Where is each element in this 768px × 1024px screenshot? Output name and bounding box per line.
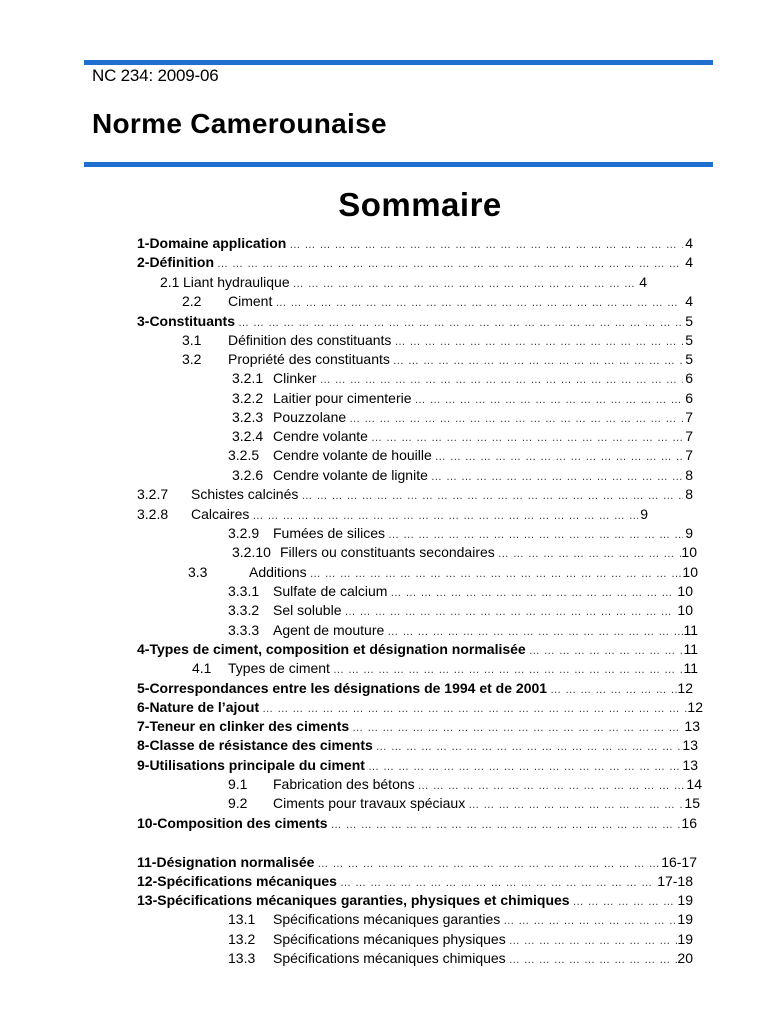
toc-entry-page: 10	[681, 544, 697, 560]
toc-entry-number: 3.1	[182, 332, 202, 348]
toc-entry	[188, 562, 698, 582]
toc-entry	[228, 523, 693, 543]
toc-entry-label: 13-Spécifications mécaniques garanties, physiques et chimiques	[137, 892, 570, 908]
toc-entry-label: Sel soluble	[273, 602, 342, 618]
toc-entry-page: 6	[685, 370, 693, 386]
toc-leader-dots	[495, 544, 682, 562]
toc-entry-page: 9	[685, 525, 693, 541]
toc-entry-label: 10-Composition des ciments	[137, 815, 328, 831]
toc-entry-label: Laitier pour cimenterie	[273, 390, 412, 406]
toc-entry-label: 1-Domaine application	[137, 235, 287, 251]
toc-entry-number: 3.2.10	[232, 544, 271, 560]
toc-leader-dots	[391, 332, 683, 350]
toc-entry-label: Fumées de silices	[273, 525, 386, 541]
toc-entry-number: 3.2.3	[232, 409, 264, 425]
toc-entry-page: 19	[677, 931, 693, 947]
toc-entry-label: Fabrication des bétons	[273, 776, 415, 792]
toc-entry-label: Spécifications mécaniques physiques	[273, 931, 506, 947]
toc-entry-label: Ciments pour travaux spéciaux	[273, 795, 466, 811]
toc-entry-page: 20	[677, 950, 693, 966]
toc-entry-label: 4-Types de ciment, composition et désignation normalisée	[137, 641, 526, 657]
toc-leader-dots	[412, 390, 683, 408]
toc-entry-number: 2.2	[182, 293, 202, 309]
toc-leader-dots	[547, 680, 677, 698]
toc-entry-number: 3.2.2	[232, 390, 264, 406]
toc-entry	[182, 349, 693, 369]
toc-entry-number: 3.3.3	[228, 622, 260, 638]
toc-leader-dots	[249, 506, 638, 524]
toc-entry	[137, 252, 693, 272]
toc-entry-page: 7	[685, 409, 693, 425]
toc-entry	[137, 504, 648, 524]
toc-entry	[137, 678, 693, 698]
toc-entry-page: 11	[683, 641, 698, 657]
document-title: Norme Camerounaise	[92, 108, 387, 139]
toc-entry-page: 4	[639, 274, 647, 290]
toc-entry	[228, 774, 702, 794]
toc-leader-dots	[307, 564, 683, 582]
toc-entry	[192, 658, 698, 678]
toc-entry-number: 3.2.9	[228, 525, 260, 541]
toc-entry	[232, 542, 697, 562]
toc-entry	[137, 755, 698, 775]
toc-entry	[137, 735, 698, 755]
toc-leader-dots	[317, 370, 683, 388]
toc-entry-number: 13.2	[228, 931, 256, 947]
toc-entry-label: Spécifications mécaniques garanties	[273, 911, 501, 927]
toc-entry-label: 6-Nature de l’ajout	[137, 699, 260, 715]
toc-entry	[137, 697, 703, 717]
toc-entry	[232, 426, 693, 446]
toc-entry-page: 8	[685, 467, 693, 483]
toc-entry	[182, 291, 693, 311]
toc-leader-dots	[214, 254, 683, 272]
toc-entry	[228, 581, 693, 601]
toc-entry-label: Cendre volante de houille	[273, 447, 432, 463]
toc-entry-label: Pouzzolane	[273, 409, 347, 425]
toc-entry	[228, 620, 698, 640]
toc-entry	[137, 484, 693, 504]
toc-entry-label: 12-Spécifications mécaniques	[137, 873, 337, 889]
toc-leader-dots	[365, 757, 682, 775]
toc-heading: Sommaire	[338, 186, 502, 223]
toc-leader-dots	[390, 351, 683, 369]
toc-entry-label: 9-Utilisations principale du ciment	[137, 757, 365, 773]
toc-entry	[160, 272, 647, 292]
toc-leader-dots	[272, 293, 683, 311]
toc-leader-dots	[298, 486, 683, 504]
toc-entry-number: 3.2.8	[137, 506, 169, 522]
toc-entry-label: Propriété des constituants	[228, 351, 390, 367]
toc-leader-dots	[570, 892, 678, 910]
toc-entry-number: 13.1	[228, 911, 256, 927]
toc-entry-page: 5	[685, 332, 693, 348]
toc-entry-page: 4	[685, 293, 693, 309]
toc-entry-page: 9	[640, 506, 648, 522]
toc-leader-dots	[500, 911, 677, 929]
toc-entry	[232, 368, 693, 388]
toc-entry-number: 3.3.1	[228, 583, 260, 599]
toc-leader-dots	[259, 699, 687, 717]
toc-entry-number: 3.2.6	[232, 467, 264, 483]
toc-entry	[137, 890, 693, 910]
toc-leader-dots	[506, 950, 678, 968]
toc-leader-dots	[373, 737, 683, 755]
toc-entry	[137, 311, 693, 331]
toc-entry-page: 10	[677, 583, 693, 599]
toc-entry	[137, 813, 697, 833]
toc-entry-page: 4	[685, 235, 693, 251]
toc-entry-number: 3.3	[188, 564, 208, 580]
toc-leader-dots	[314, 854, 661, 872]
toc-entry	[182, 330, 693, 350]
toc-leader-dots	[387, 583, 677, 601]
toc-leader-dots	[384, 622, 683, 640]
toc-entry	[228, 948, 693, 968]
toc-entry-page: 16	[681, 815, 697, 831]
toc-entry	[137, 852, 697, 872]
toc-entry-label: Cendre volante de lignite	[273, 467, 428, 483]
toc-leader-dots	[346, 409, 683, 427]
toc-entry	[137, 871, 693, 891]
toc-entry-label: Ciment	[228, 293, 273, 309]
toc-entry-number: 13.3	[228, 950, 256, 966]
toc-entry	[228, 793, 700, 813]
toc-entry-number: 3.2	[182, 351, 202, 367]
document-code: NC 234: 2009-06	[92, 66, 219, 85]
toc-entry	[232, 407, 693, 427]
toc-entry-label: 8-Classe de résistance des ciments	[137, 737, 373, 753]
toc-entry-label: Clinker	[273, 370, 317, 386]
toc-entry-label: 11-Désignation normalisée	[137, 854, 315, 870]
toc-leader-dots	[415, 776, 687, 794]
toc-entry-page: 17-18	[657, 873, 693, 889]
toc-entry-number: 3.2.4	[232, 428, 264, 444]
toc-entry-page: 11	[683, 622, 698, 638]
toc-entry-label: Additions	[249, 564, 307, 580]
toc-entry	[228, 600, 693, 620]
toc-entry-label: Agent de mouture	[273, 622, 385, 638]
toc-leader-dots	[342, 602, 678, 620]
toc-entry-page: 19	[677, 892, 693, 908]
toc-entry-label: 3-Constituants	[137, 313, 235, 329]
toc-entry-page: 16-17	[661, 854, 697, 870]
toc-leader-dots	[506, 931, 678, 949]
toc-entry-page: 15	[684, 795, 700, 811]
toc-leader-dots	[286, 235, 683, 253]
toc-entry-page: 7	[685, 447, 693, 463]
toc-entry-page: 11	[683, 660, 698, 676]
toc-entry-page: 4	[685, 254, 693, 270]
toc-leader-dots	[330, 660, 684, 678]
toc-entry-page: 10	[682, 564, 698, 580]
toc-entry-page: 10	[677, 602, 693, 618]
toc-leader-dots	[432, 447, 683, 465]
toc-entry	[232, 388, 693, 408]
toc-entry-label: Calcaires	[191, 506, 250, 522]
toc-entry-number: 3.2.7	[137, 486, 169, 502]
toc-entry-label: Spécifications mécaniques chimiques	[273, 950, 506, 966]
toc-entry	[228, 929, 693, 949]
toc-leader-dots	[337, 873, 657, 891]
toc-entry-number: 3.3.2	[228, 602, 260, 618]
toc-entry	[137, 639, 698, 659]
toc-leader-dots	[465, 795, 684, 813]
toc-entry-label: Types de ciment	[228, 660, 330, 676]
toc-entry	[228, 445, 693, 465]
toc-entry-number: 2.1	[160, 274, 180, 290]
toc-entry-label: 5-Correspondances entre les désignations de 1994 et de 2001	[137, 680, 548, 696]
toc-entry-number: 4.1	[192, 660, 212, 676]
toc-entry-page: 13	[682, 757, 698, 773]
toc-leader-dots	[428, 467, 683, 485]
toc-entry-label: Liant hydraulique	[183, 274, 290, 290]
toc-leader-dots	[526, 641, 684, 659]
toc-entry-page: 12	[687, 699, 703, 715]
toc-entry-page: 19	[677, 911, 693, 927]
toc-entry-page: 14	[686, 776, 702, 792]
toc-entry-page: 5	[685, 351, 693, 367]
toc-leader-dots	[385, 525, 683, 543]
toc-entry-number: 9.2	[228, 795, 248, 811]
toc-entry-label: 7-Teneur en clinker des ciments	[137, 718, 350, 734]
toc-entry-number: 3.2.1	[232, 370, 264, 386]
toc-leader-dots	[235, 313, 683, 331]
toc-entry-label: Schistes calcinés	[191, 486, 299, 502]
toc-entry	[137, 233, 693, 253]
toc-entry	[137, 716, 700, 736]
toc-entry	[228, 909, 693, 929]
toc-leader-dots	[290, 274, 637, 292]
toc-entry-page: 7	[685, 428, 693, 444]
toc-entry-page: 13	[682, 737, 698, 753]
toc-entry-page: 13	[684, 718, 700, 734]
toc-entry-label: 2-Définition	[137, 254, 214, 270]
toc-entry-label: Cendre volante	[273, 428, 368, 444]
toc-entry-page: 8	[685, 486, 693, 502]
toc-entry-number: 3.2.5	[228, 447, 260, 463]
toc-entry-page: 5	[685, 313, 693, 329]
toc-entry-label: Sulfate de calcium	[273, 583, 388, 599]
toc-entry-page: 6	[685, 390, 693, 406]
toc-leader-dots	[368, 428, 683, 446]
toc-leader-dots	[328, 815, 682, 833]
toc-leader-dots	[349, 718, 684, 736]
toc-entry-label: Définition des constituants	[228, 332, 392, 348]
toc-entry-number: 9.1	[228, 776, 248, 792]
toc-entry-label: Fillers ou constituants secondaires	[280, 544, 495, 560]
toc-entry	[232, 465, 693, 485]
toc-entry-page: 12	[677, 680, 693, 696]
